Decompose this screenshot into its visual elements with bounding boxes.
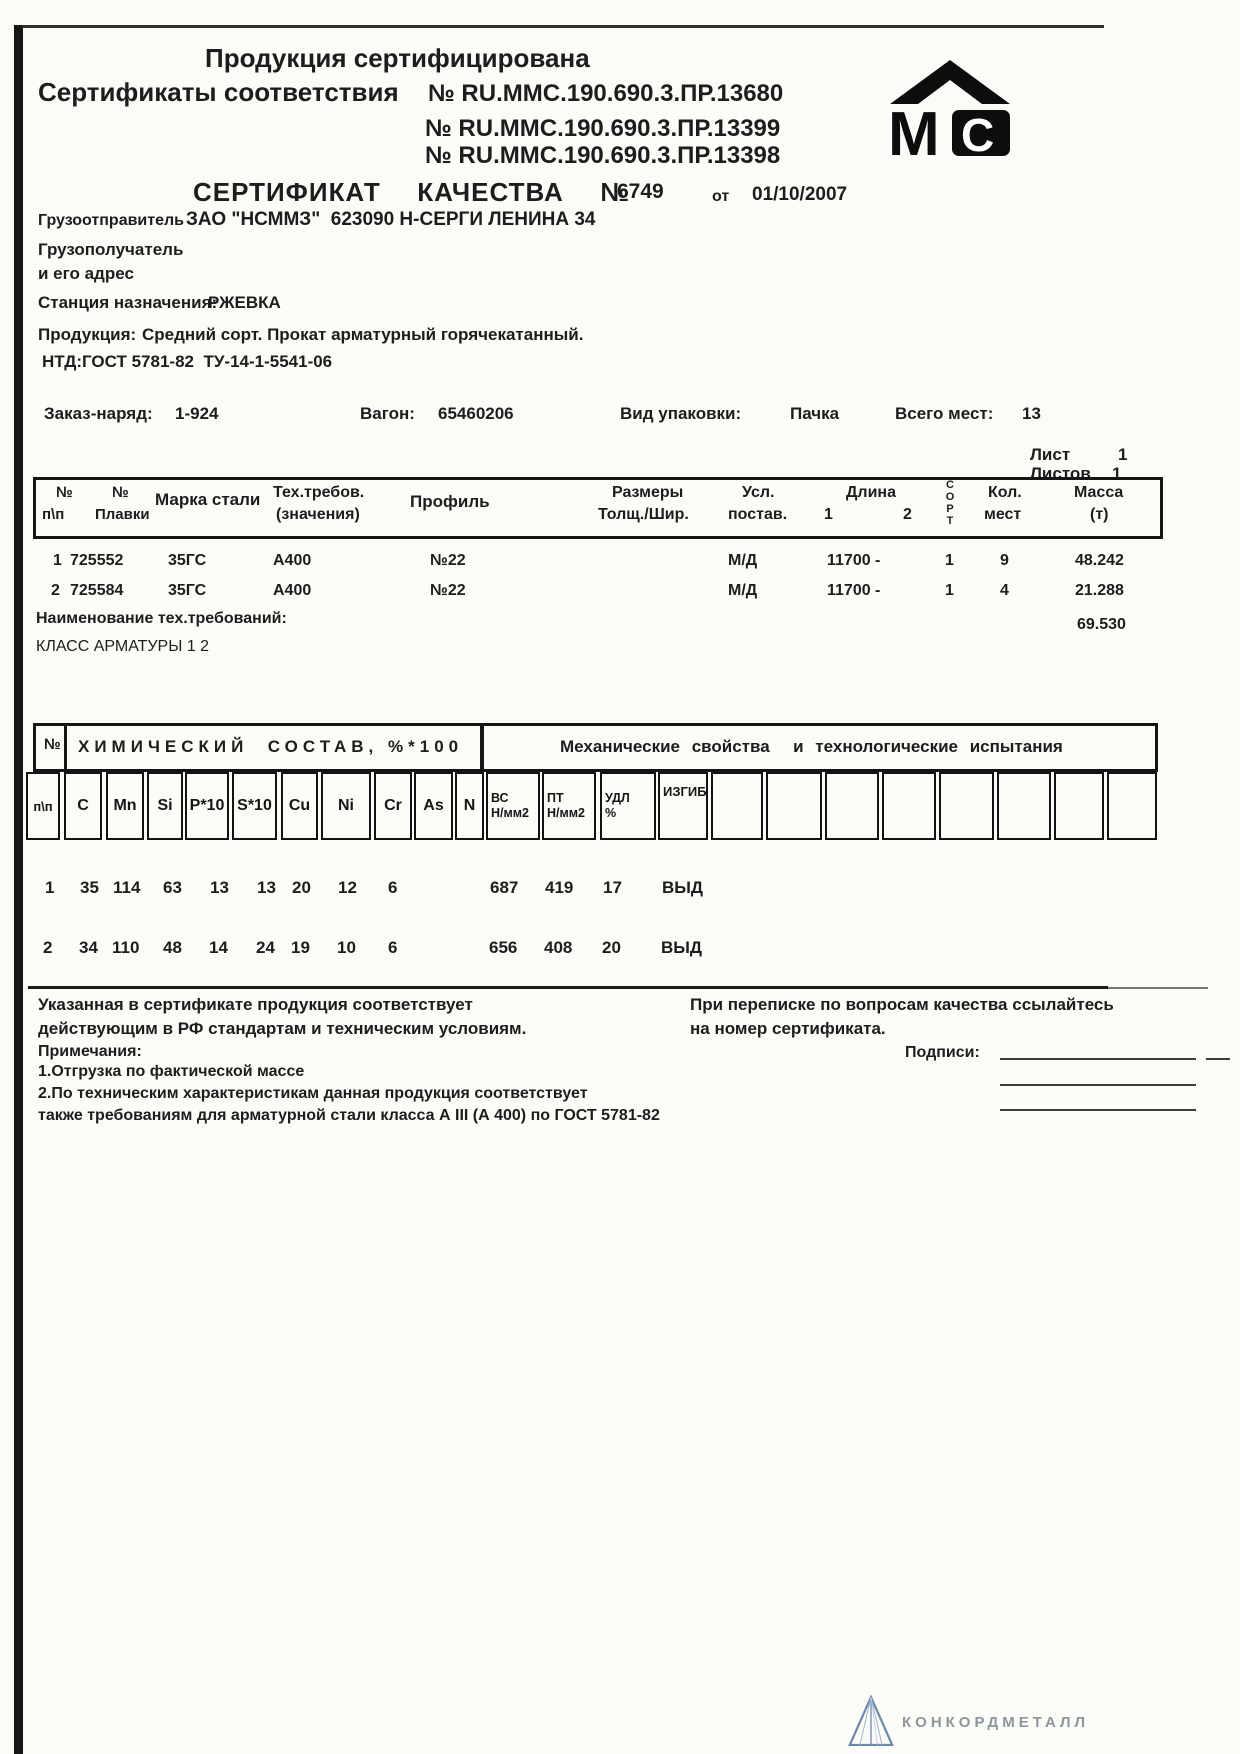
chem-row1-si: 63	[163, 878, 182, 897]
table-row: 2	[43, 938, 53, 957]
concord-brand-name: КОНКОРДМЕТАЛЛ	[902, 1714, 1090, 1731]
chem-row2-ni: 10	[337, 938, 356, 957]
col-no-line2: п\п	[42, 506, 65, 523]
shipper-value: ЗАО "НСММЗ" 623090 Н-СЕРГИ ЛЕНИНА 34	[186, 209, 596, 230]
col-no-line1: №	[56, 484, 73, 501]
mech-col-vs	[486, 772, 540, 840]
notes-label: Примечания:	[38, 1043, 142, 1060]
footer-statement-line2: действующим в РФ стандартам и техническим условиям.	[38, 1019, 527, 1038]
note-1: 1.Отгрузка по фактической массе	[38, 1063, 305, 1080]
destination-station-label: Станция назначения:	[38, 293, 218, 312]
col-length: Длина	[846, 484, 896, 501]
chem-row1-pt: 419	[545, 878, 574, 897]
row2-places: 4	[1000, 582, 1009, 599]
note-2: 2.По техническим характеристикам данная продукция соответствует	[38, 1085, 588, 1102]
destination-station-value: РЖЕВКА	[208, 293, 281, 312]
row2-sort: 1	[945, 582, 954, 599]
conformity-number-3: № RU.ММС.190.690.3.ПР.13398	[425, 142, 781, 169]
chem-col-empty	[711, 772, 763, 840]
col-tech-req-line1: Тех.требов.	[273, 484, 365, 501]
scan-edge-top	[22, 25, 1104, 28]
tech-req-value: КЛАСС АРМАТУРЫ 1 2	[36, 638, 210, 655]
col-steel-grade: Марка стали	[155, 490, 261, 509]
total-places-label: Всего мест:	[895, 404, 994, 423]
mech-col-pt	[542, 772, 596, 840]
certificate-number: 6749	[617, 180, 664, 203]
col-melt-line2: Плавки	[95, 506, 150, 523]
total-places-value: 13	[1022, 404, 1041, 423]
signature-line-3	[1000, 1109, 1196, 1111]
col-delivery-line1: Усл.	[742, 484, 775, 501]
chem-row1-c: 35	[80, 878, 99, 897]
concord-triangle-icon	[848, 1694, 894, 1748]
col-qty-line1: Кол.	[988, 484, 1022, 501]
mc-logo	[888, 58, 1013, 163]
chem-row2-p: 14	[209, 938, 228, 957]
row2-length: 11700 -	[827, 582, 881, 599]
chem-col-empty	[1054, 772, 1104, 840]
signature-line-1-end	[1206, 1058, 1230, 1060]
table-row: 1	[45, 878, 55, 897]
chem-col-empty	[825, 772, 879, 840]
scan-edge-left	[14, 25, 23, 1754]
col-length-2: 2	[903, 506, 912, 523]
chem-col-empty	[1107, 772, 1157, 840]
mech-section-title: Механические свойства и технологические испытания	[560, 737, 1063, 756]
signature-line-1	[1000, 1058, 1196, 1060]
row1-places: 9	[1000, 552, 1009, 569]
row1-sort: 1	[945, 552, 954, 569]
chem-col-empty	[882, 772, 936, 840]
chem-col-si: Si	[147, 772, 183, 840]
sheets-value: 1	[1112, 464, 1122, 483]
certificate-title: СЕРТИФИКАТ КАЧЕСТВА №	[193, 177, 631, 207]
footer-divider-faint	[1108, 987, 1208, 989]
concord-logo	[848, 1694, 894, 1753]
chem-row2-c: 34	[79, 938, 98, 957]
chem-row1-vs: 687	[490, 878, 519, 897]
mech-col-udl-line2: %	[605, 806, 617, 820]
signature-line-2	[1000, 1084, 1196, 1086]
chem-col-pp: п\п	[26, 772, 60, 840]
chem-col-cr: Cr	[374, 772, 412, 840]
order-label: Заказ-наряд:	[44, 404, 153, 423]
conformity-label: Сертификаты соответствия	[38, 77, 399, 107]
mech-col-udl-line1: УДЛ	[605, 791, 630, 805]
signatures-label: Подписи:	[905, 1044, 980, 1061]
row1-melt: 725552	[70, 552, 124, 569]
chem-row2-cu: 19	[291, 938, 310, 957]
col-length-1: 1	[824, 506, 833, 523]
row1-mass: 48.242	[1075, 552, 1124, 569]
col-mass-line1: Масса	[1074, 484, 1124, 501]
consignee-label: Грузополучатель	[38, 240, 184, 259]
col-profile: Профиль	[410, 492, 490, 511]
chem-row2-mn: 110	[112, 938, 140, 957]
chem-col-ni: Ni	[321, 772, 371, 840]
certified-line: Продукция сертифицирована	[205, 43, 590, 73]
row1-usl: М/Д	[728, 552, 758, 569]
chem-row2-udl: 20	[602, 938, 621, 957]
col-size-line2: Толщ./Шир.	[598, 506, 689, 523]
consignee-address-label: и его адрес	[38, 264, 134, 283]
chem-row1-udl: 17	[603, 878, 622, 897]
chem-section-title: ХИМИЧЕСКИЙ СОСТАВ, %*100	[78, 737, 464, 756]
chem-col-c: C	[64, 772, 102, 840]
mc-logo-letter-m: М	[888, 100, 940, 158]
chem-col-as: As	[414, 772, 453, 840]
chem-no-label: №	[44, 736, 61, 753]
chem-col-s10: S*10	[232, 772, 277, 840]
col-mass-line2: (т)	[1090, 506, 1109, 523]
row2-tech: А400	[273, 582, 312, 599]
mech-col-udl	[600, 772, 656, 840]
shipper-label: Грузоотправитель	[38, 212, 184, 229]
row1-tech: А400	[273, 552, 312, 569]
chem-col-cu: Cu	[281, 772, 318, 840]
table-row: 1	[53, 552, 62, 569]
chem-row2-cr: 6	[388, 938, 398, 957]
chem-col-empty	[997, 772, 1051, 840]
row1-length: 11700 -	[827, 552, 881, 569]
wagon-label: Вагон:	[360, 404, 415, 423]
sheet-value: 1	[1118, 445, 1128, 464]
mech-col-vs-line1: ВС	[491, 791, 509, 805]
conformity-number-2: № RU.ММС.190.690.3.ПР.13399	[425, 115, 781, 142]
order-value: 1-924	[175, 404, 219, 423]
total-mass: 69.530	[1077, 616, 1126, 633]
chem-row2-pt: 408	[544, 938, 573, 957]
col-tech-req-line2: (значения)	[276, 506, 360, 523]
mech-col-pt-line2: Н/мм2	[547, 806, 585, 820]
row2-mass: 21.288	[1075, 582, 1124, 599]
mc-logo-letter-c: С	[961, 109, 995, 158]
wagon-value: 65460206	[438, 404, 514, 423]
row1-profile: №22	[430, 552, 466, 569]
certificate-date-prefix: от	[712, 188, 730, 205]
col-sort-vertical: СОРТ	[944, 479, 956, 527]
chem-row1-izgib: ВЫД	[662, 878, 704, 897]
ntd-line: НТД:ГОСТ 5781-82 ТУ-14-1-5541-06	[42, 352, 333, 371]
footer-statement-line1: Указанная в сертификате продукция соответствует	[38, 995, 473, 1014]
table-row: 2	[51, 582, 60, 599]
col-melt-line1: №	[112, 484, 129, 501]
chem-mech-divider	[480, 723, 484, 772]
mc-logo-icon	[888, 58, 1013, 158]
chem-row1-cu: 20	[292, 878, 311, 897]
chem-row2-s: 24	[256, 938, 275, 957]
chem-col-p10: P*10	[185, 772, 229, 840]
col-delivery-line2: постав.	[728, 506, 788, 523]
chem-row1-ni: 12	[338, 878, 357, 897]
row2-profile: №22	[430, 582, 466, 599]
footer-divider	[28, 986, 1108, 989]
chem-col-empty	[939, 772, 994, 840]
conformity-number-1: № RU.ММС.190.690.3.ПР.13680	[428, 80, 784, 107]
row2-usl: М/Д	[728, 582, 758, 599]
mech-col-pt-line1: ПТ	[547, 791, 564, 805]
note-3: также требованиям для арматурной стали класса А III (А 400) по ГОСТ 5781-82	[38, 1107, 660, 1124]
correspondence-line1: При переписке по вопросам качества ссылайтесь	[690, 995, 1114, 1014]
chem-row1-s: 13	[257, 878, 276, 897]
chem-col-n: N	[455, 772, 484, 840]
chem-no-divider	[64, 723, 67, 772]
correspondence-line2: на номер сертификата.	[690, 1019, 886, 1038]
product-value: Средний сорт. Прокат арматурный горячекатанный.	[142, 325, 584, 344]
packing-value: Пачка	[790, 404, 840, 423]
row2-melt: 725584	[70, 582, 124, 599]
mech-col-izgib: ИЗГИБ	[658, 772, 708, 840]
sheets-label: Листов	[1030, 464, 1091, 483]
row2-mark: 35ГС	[168, 582, 207, 599]
chem-row1-mn: 114	[113, 878, 141, 897]
chem-col-empty	[766, 772, 822, 840]
col-size-line1: Размеры	[612, 484, 684, 501]
chem-row2-vs: 656	[489, 938, 518, 957]
chem-col-mn: Mn	[106, 772, 144, 840]
sheet-label: Лист	[1030, 445, 1071, 464]
chem-row1-p: 13	[210, 878, 229, 897]
product-label: Продукция:	[38, 325, 137, 344]
chem-row1-cr: 6	[388, 878, 398, 897]
tech-req-label: Наименование тех.требований:	[36, 610, 287, 627]
packing-label: Вид упаковки:	[620, 404, 742, 423]
col-qty-line2: мест	[984, 506, 1022, 523]
row1-mark: 35ГС	[168, 552, 207, 569]
chem-row2-si: 48	[163, 938, 182, 957]
chem-row2-izgib: ВЫД	[661, 938, 703, 957]
certificate-date: 01/10/2007	[752, 184, 848, 205]
mech-col-vs-line2: Н/мм2	[491, 806, 529, 820]
